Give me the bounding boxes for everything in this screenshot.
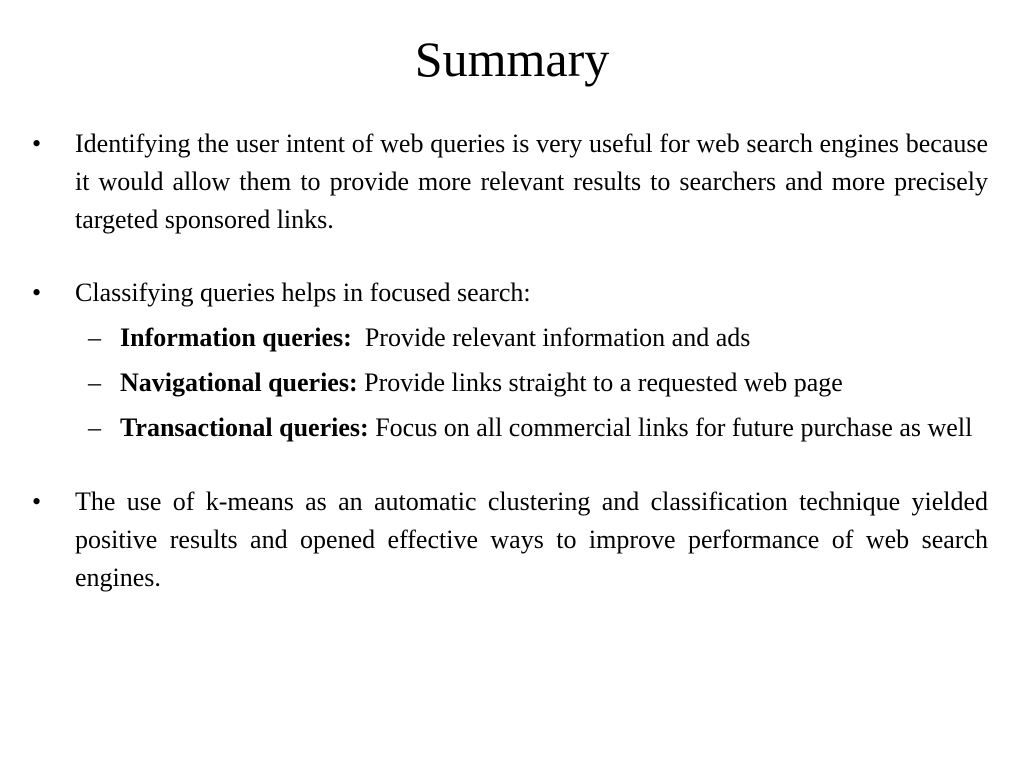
bullet-marker: • (32, 129, 42, 158)
sub-bullet-marker: – (88, 323, 101, 352)
sub-bullet-marker: – (88, 368, 101, 397)
bullet-item-classifying (32, 274, 988, 312)
bullet-item-kmeans (32, 483, 988, 597)
bullet-text: Classifying queries helps in focused search: (75, 278, 531, 307)
slide-content (32, 125, 988, 597)
sub-item-text: Focus on all commercial links for future purchase as well (368, 413, 973, 442)
sub-bullet-marker: – (88, 413, 101, 442)
sub-item-label: Transactional queries: (120, 413, 369, 442)
sub-item-label: Navigational queries: (120, 368, 358, 397)
bullet-item-intent (32, 125, 988, 239)
slide-title: Summary (414, 31, 610, 87)
sub-item-label: Information queries: (120, 323, 352, 352)
bullet-marker: • (32, 487, 42, 516)
sub-item-text: Provide relevant information and ads (351, 323, 751, 352)
sub-item-navigational-queries (32, 364, 988, 402)
bullet-text: Identifying the user intent of web queries is very useful for web search engines because it would allow them to provide more relevant results to searchers and more precisely targeted sponsored links. (75, 129, 988, 234)
sub-item-transactional-queries (32, 409, 988, 447)
bullet-text: The use of k-means as an automatic clustering and classification technique yielded positive results and opened effective ways to improve performance of web search engines. (75, 487, 988, 592)
sub-item-information-queries (32, 319, 988, 357)
bullet-marker: • (32, 278, 42, 307)
sub-item-text: Provide links straight to a requested web page (357, 368, 843, 397)
